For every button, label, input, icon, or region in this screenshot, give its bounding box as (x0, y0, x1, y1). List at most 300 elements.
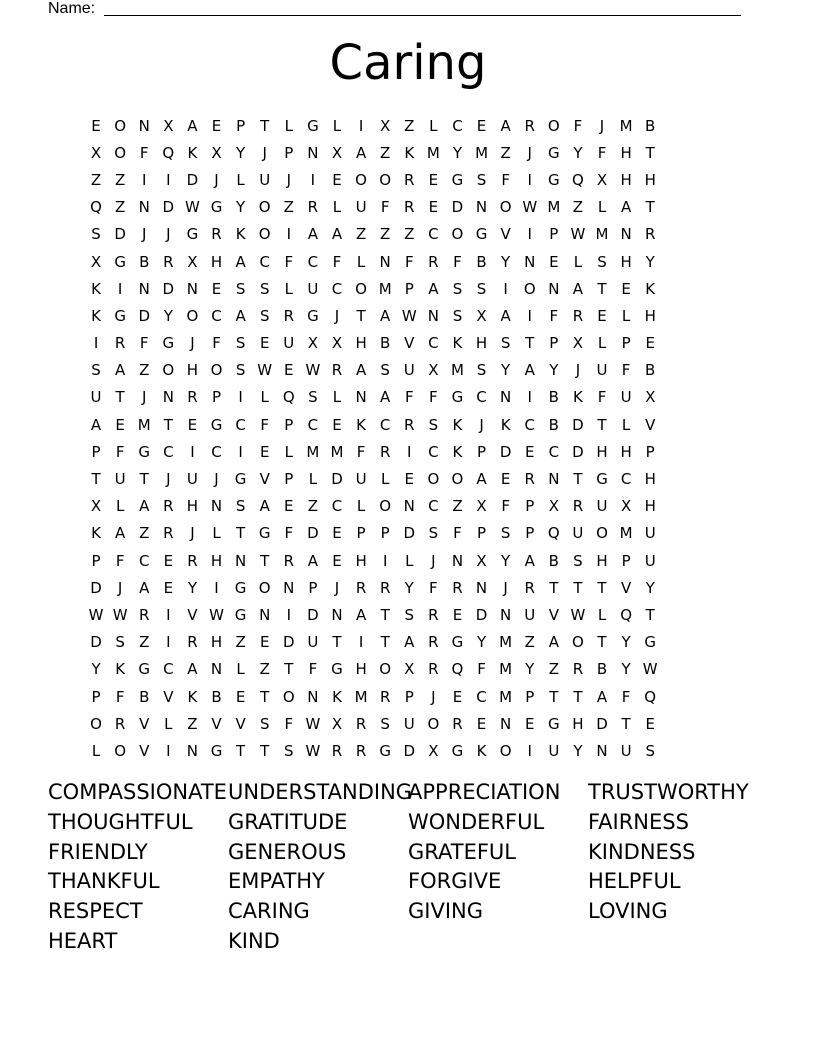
grid-letter: T (549, 578, 559, 597)
grid-letter: G (210, 415, 223, 434)
grid-letter: B (596, 660, 608, 679)
grid-letter: G (258, 524, 271, 543)
grid-letter: E (500, 470, 511, 489)
grid-letter: I (286, 605, 292, 624)
grid-letter: T (645, 198, 655, 217)
grid-letter: J (431, 551, 436, 570)
grid-letter: G (548, 714, 560, 733)
grid-letter: G (210, 198, 223, 217)
grid-letter: N (403, 497, 415, 516)
grid-letter: D (162, 279, 175, 298)
grid-letter: L (115, 497, 125, 516)
grid-letter: L (212, 524, 221, 543)
grid-letter: R (524, 470, 535, 489)
grid-letter: E (259, 334, 270, 353)
grid-letter: S (428, 415, 439, 434)
grid-letter: C (428, 225, 439, 244)
grid-letter: J (503, 578, 508, 597)
grid-letter: I (407, 442, 412, 461)
grid-letter: F (404, 252, 414, 271)
word-list-item: COMPASSIONATE (48, 780, 227, 804)
word-list-item: THOUGHTFUL (48, 809, 193, 834)
grid-letter: U (644, 551, 656, 570)
grid-letter: B (645, 361, 656, 380)
grid-letter: P (236, 116, 246, 135)
grid-letter: A (500, 306, 511, 325)
grid-letter: G (644, 633, 657, 652)
grid-letter: E (524, 714, 535, 733)
grid-letter: R (572, 306, 584, 325)
grid-letter: C (163, 442, 174, 461)
grid-letter: E (235, 687, 246, 706)
grid-letter: P (525, 497, 535, 516)
grid-letter: K (91, 524, 101, 543)
grid-letter: T (380, 633, 390, 652)
grid-letter: W (522, 198, 538, 217)
word-list-item: FORGIVE (408, 869, 502, 894)
grid-letter: Z (90, 170, 102, 189)
grid-letter: L (356, 497, 366, 516)
grid-letter: E (428, 198, 439, 217)
grid-letter: R (187, 633, 198, 652)
grid-letter: A (355, 361, 367, 380)
grid-letter: S (404, 605, 415, 624)
grid-letter: H (210, 551, 223, 570)
grid-letter: F (573, 116, 583, 135)
grid-letter: W (570, 225, 586, 244)
grid-letter: N (210, 660, 223, 679)
grid-letter: D (403, 741, 416, 760)
grid-letter: C (620, 470, 632, 489)
grid-letter: U (524, 605, 536, 624)
grid-letter: G (162, 334, 175, 353)
grid-letter: F (260, 415, 270, 434)
grid-letter: K (500, 415, 511, 434)
grid-letter: B (645, 116, 656, 135)
grid-letter: J (262, 143, 267, 162)
grid-letter: Z (115, 170, 126, 189)
grid-letter: U (596, 497, 608, 516)
grid-letter: A (404, 633, 415, 652)
grid-row (84, 547, 662, 574)
grid-letter: S (235, 497, 246, 516)
grid-letter: G (234, 605, 247, 624)
grid-letter: F (429, 578, 438, 597)
grid-letter: A (428, 279, 439, 298)
grid-letter: O (523, 279, 536, 298)
grid-letter: D (331, 470, 343, 489)
word-list-item: HEART (48, 928, 118, 953)
grid-letter: R (572, 497, 584, 516)
grid-letter: G (234, 578, 247, 597)
grid-letter: T (115, 388, 125, 407)
grid-letter: I (358, 633, 364, 652)
grid-letter: R (283, 551, 295, 570)
grid-letter: I (358, 116, 364, 135)
grid-letter: N (162, 388, 174, 407)
grid-row (84, 275, 662, 302)
grid-letter: O (258, 225, 271, 244)
grid-letter: L (356, 252, 366, 271)
grid-letter: R (163, 524, 174, 543)
grid-letter: M (619, 116, 633, 135)
grid-letter: Z (404, 116, 415, 135)
grid-letter: I (527, 306, 532, 325)
grid-letter: H (355, 660, 367, 679)
grid-row (84, 629, 662, 656)
grid-letter: O (547, 116, 560, 135)
grid-letter: E (259, 442, 270, 461)
grid-letter: G (548, 143, 560, 162)
word-list-item: THANKFUL (48, 869, 160, 894)
grid-letter: Z (380, 225, 391, 244)
grid-letter: Y (501, 551, 511, 570)
grid-letter: K (452, 442, 463, 461)
grid-letter: N (355, 388, 367, 407)
grid-letter: K (404, 143, 415, 162)
grid-letter: W (257, 361, 273, 380)
grid-letter: I (142, 170, 147, 189)
grid-letter: D (283, 633, 295, 652)
grid-letter: L (332, 116, 342, 135)
grid-letter: X (645, 388, 656, 407)
grid-letter: X (331, 143, 343, 162)
grid-letter: J (527, 143, 532, 162)
grid-letter: R (163, 497, 174, 516)
grid-letter: U (644, 524, 656, 543)
grid-letter: R (114, 714, 126, 733)
grid-letter: C (452, 116, 463, 135)
grid-letter: T (645, 143, 655, 162)
grid-letter: I (527, 388, 532, 407)
grid-letter: V (139, 714, 150, 733)
grid-letter: S (235, 279, 246, 298)
grid-row (84, 357, 662, 384)
word-list-item: LOVING (588, 899, 668, 924)
grid-letter: Y (187, 578, 197, 597)
grid-letter: I (117, 279, 123, 298)
grid-letter: F (453, 252, 462, 271)
word-list-item: EMPATHY (228, 869, 325, 894)
grid-letter: E (332, 551, 342, 570)
grid-letter: L (164, 714, 173, 733)
grid-letter: P (91, 442, 101, 461)
grid-letter: M (595, 225, 609, 244)
grid-letter: X (380, 116, 391, 135)
grid-row (84, 411, 662, 438)
grid-letter: T (645, 605, 655, 624)
grid-letter: P (404, 687, 414, 706)
grid-letter: P (91, 687, 101, 706)
grid-letter: L (621, 306, 631, 325)
grid-letter: Z (283, 198, 294, 217)
grid-letter: U (186, 470, 198, 489)
grid-row (84, 112, 662, 139)
grid-letter: E (163, 551, 174, 570)
grid-letter: P (477, 524, 487, 543)
grid-letter: Z (548, 660, 559, 679)
grid-letter: S (308, 388, 318, 407)
word-list-item: FRIENDLY (48, 839, 148, 864)
grid-row (84, 438, 662, 465)
grid-letter: E (211, 116, 222, 135)
grid-letter: P (284, 415, 294, 434)
grid-letter: W (401, 306, 417, 325)
grid-letter: D (596, 714, 608, 733)
word-list-item: KINDNESS (588, 839, 696, 864)
grid-letter: R (187, 551, 198, 570)
grid-letter: K (91, 306, 101, 325)
grid-letter: E (549, 252, 559, 271)
grid-letter: R (283, 306, 295, 325)
grid-letter: L (332, 198, 342, 217)
grid-letter: R (428, 605, 439, 624)
grid-letter: O (282, 687, 295, 706)
grid-letter: T (236, 741, 246, 760)
grid-letter: Z (500, 143, 511, 162)
grid-letter: O (355, 170, 367, 189)
grid-letter: D (186, 170, 199, 189)
grid-letter: H (596, 442, 608, 461)
grid-letter: N (259, 605, 271, 624)
grid-letter: R (139, 605, 150, 624)
grid-letter: J (166, 225, 171, 244)
grid-letter: L (429, 116, 438, 135)
grid-letter: Y (236, 198, 246, 217)
grid-row (84, 248, 662, 275)
grid-letter: P (308, 578, 318, 597)
grid-letter: Y (621, 633, 631, 652)
grid-letter: A (187, 660, 198, 679)
page-title: Caring (329, 35, 487, 91)
grid-letter: D (162, 198, 175, 217)
grid-letter: H (355, 334, 367, 353)
grid-letter: C (331, 279, 343, 298)
grid-letter: E (259, 633, 270, 652)
grid-letter: J (431, 687, 436, 706)
grid-letter: T (260, 687, 270, 706)
grid-letter: N (475, 198, 488, 217)
grid-letter: L (284, 442, 293, 461)
grid-letter: V (404, 334, 415, 353)
grid-letter: M (378, 279, 392, 298)
grid-letter: E (476, 116, 487, 135)
grid-letter: M (354, 687, 368, 706)
grid-letter: O (210, 361, 223, 380)
grid-letter: I (238, 388, 243, 407)
grid-letter: Z (307, 497, 319, 516)
grid-letter: J (575, 361, 581, 380)
grid-letter: J (334, 306, 340, 325)
grid-letter: O (451, 225, 464, 244)
grid-letter: F (284, 252, 294, 271)
grid-letter: O (114, 741, 127, 760)
grid-letter: R (452, 578, 463, 597)
grid-letter: E (621, 279, 631, 298)
grid-letter: T (91, 470, 101, 489)
grid-letter: U (283, 334, 295, 353)
grid-letter: U (572, 524, 584, 543)
grid-letter: A (187, 116, 198, 135)
grid-letter: S (428, 524, 439, 543)
grid-letter: M (330, 442, 344, 461)
grid-row (84, 221, 662, 248)
grid-letter: H (620, 442, 632, 461)
grid-letter: P (284, 470, 294, 489)
grid-letter: F (597, 388, 607, 407)
grid-letter: F (380, 198, 390, 217)
grid-letter: V (259, 470, 270, 489)
grid-letter: X (187, 252, 198, 271)
grid-letter: Z (380, 143, 391, 162)
grid-letter: V (235, 714, 246, 733)
grid-letter: O (572, 633, 584, 652)
grid-letter: T (597, 633, 607, 652)
grid-letter: X (476, 306, 487, 325)
grid-letter: D (499, 442, 512, 461)
grid-letter: S (115, 633, 125, 652)
grid-letter: F (404, 388, 414, 407)
grid-letter: V (187, 605, 198, 624)
grid-letter: F (501, 170, 510, 189)
grid-letter: I (166, 741, 171, 760)
grid-letter: O (451, 470, 464, 489)
word-list-item: GENEROUS (228, 839, 347, 864)
grid-letter: L (284, 116, 293, 135)
grid-letter: N (138, 198, 150, 217)
grid-letter: G (451, 741, 464, 760)
grid-letter: K (187, 687, 198, 706)
grid-letter: Q (162, 143, 175, 162)
grid-letter: X (90, 252, 102, 271)
grid-letter: S (284, 741, 294, 760)
grid-letter: R (187, 388, 198, 407)
grid-letter: A (596, 687, 608, 706)
grid-letter: B (380, 334, 391, 353)
grid-letter: F (453, 524, 462, 543)
grid-letter: I (382, 551, 388, 570)
grid-letter: Y (404, 578, 414, 597)
grid-row (84, 166, 662, 193)
grid-letter: G (475, 225, 488, 244)
grid-letter: H (596, 551, 608, 570)
grid-letter: H (644, 470, 656, 489)
grid-letter: P (621, 334, 631, 353)
grid-letter: A (572, 279, 584, 298)
grid-letter: F (332, 252, 342, 271)
grid-letter: C (211, 306, 222, 325)
grid-letter: T (597, 578, 607, 597)
grid-letter: R (404, 170, 415, 189)
grid-letter: P (284, 143, 294, 162)
grid-letter: S (476, 279, 487, 298)
grid-letter: F (284, 714, 294, 733)
grid-letter: F (115, 442, 125, 461)
name-underline (104, 15, 741, 16)
word-list-item: GIVING (408, 899, 484, 924)
grid-letter: I (166, 170, 171, 189)
grid-letter: X (476, 497, 487, 516)
grid-letter: V (500, 225, 511, 244)
grid-letter: M (475, 143, 489, 162)
grid-letter: R (379, 442, 391, 461)
grid-letter: H (620, 170, 632, 189)
grid-letter: O (427, 714, 440, 733)
grid-letter: S (573, 551, 583, 570)
grid-letter: S (476, 170, 487, 189)
grid-letter: K (452, 415, 463, 434)
grid-letter: X (620, 497, 632, 516)
grid-letter: C (138, 551, 150, 570)
grid-letter: N (283, 578, 295, 597)
grid-letter: J (334, 578, 340, 597)
grid-letter: O (499, 741, 512, 760)
grid-letter: O (258, 578, 271, 597)
grid-letter: U (307, 633, 319, 652)
grid-letter: R (355, 714, 367, 733)
grid-letter: C (235, 415, 246, 434)
grid-letter: V (548, 605, 559, 624)
word-list-item: TRUSTWORTHY (588, 780, 749, 804)
grid-letter: R (307, 198, 319, 217)
grid-letter: L (405, 551, 414, 570)
grid-letter: F (356, 442, 366, 461)
grid-letter: E (476, 714, 487, 733)
grid-letter: A (355, 143, 367, 162)
grid-letter: E (91, 116, 101, 135)
grid-letter: G (596, 470, 608, 489)
grid-letter: A (380, 388, 391, 407)
grid-letter: D (572, 442, 584, 461)
grid-letter: I (190, 442, 195, 461)
grid-letter: X (307, 334, 319, 353)
grid-letter: L (380, 470, 390, 489)
grid-letter: N (186, 741, 199, 760)
grid-letter: I (527, 225, 532, 244)
grid-letter: I (166, 605, 171, 624)
grid-letter: K (332, 687, 342, 706)
word-list-item: APPRECIATION (408, 780, 561, 804)
grid-letter: D (451, 198, 464, 217)
grid-letter: Z (404, 225, 415, 244)
grid-letter: L (91, 741, 101, 760)
grid-letter: S (259, 306, 270, 325)
grid-letter: I (93, 334, 99, 353)
grid-letter: G (114, 252, 126, 271)
grid-letter: H (210, 252, 223, 271)
grid-letter: L (597, 198, 607, 217)
grid-letter: X (331, 334, 343, 353)
grid-letter: D (307, 524, 319, 543)
grid-letter: R (379, 687, 391, 706)
grid-letter: Y (645, 252, 655, 271)
grid-letter: R (404, 415, 415, 434)
grid-letter: G (451, 170, 464, 189)
grid-letter: Z (452, 497, 463, 516)
grid-letter: N (475, 578, 488, 597)
grid-letter: M (499, 660, 513, 679)
grid-letter: E (163, 578, 174, 597)
grid-letter: X (572, 334, 584, 353)
grid-letter: J (214, 170, 219, 189)
grid-letter: G (138, 442, 151, 461)
grid-letter: L (597, 334, 607, 353)
grid-letter: J (190, 334, 195, 353)
word-list-item: UNDERSTANDING (228, 780, 413, 804)
grid-letter: H (644, 497, 656, 516)
grid-letter: E (428, 170, 439, 189)
grid-letter: Q (620, 605, 633, 624)
